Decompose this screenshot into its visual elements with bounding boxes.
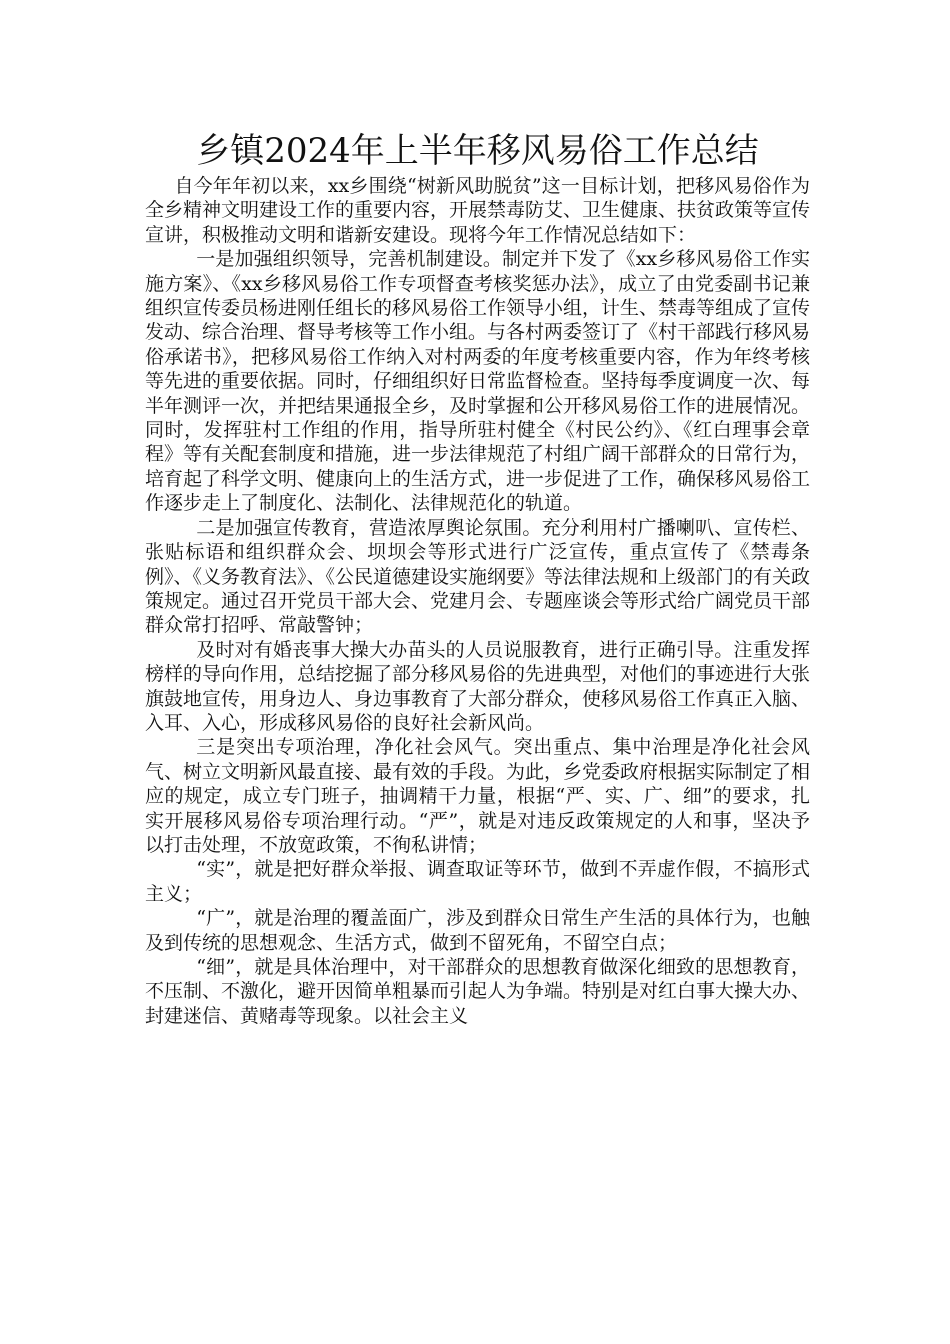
- paragraph-guang: “广”，就是治理的覆盖面广，涉及到群众日常生产生活的具体行为，也触及到传统的思想观念、生活方式，做到不留死角，不留空白点；: [145, 907, 810, 954]
- paragraph-special-governance: 三是突出专项治理，净化社会风气。突出重点、集中治理是净化社会风气、树立文明新风最直接、最有效的手段。为此，乡党委政府根据实际制定了相应的规定，成立专门班子，抽调精干力量，根据“严、实、广、细”的要求，扎实开展移风易俗专项治理行动。“严”，就是对违反政策规定的人和事，坚决予以打击处理，不放宽政策，不徇私讲情；: [145, 736, 811, 856]
- document-title: 乡镇2024年上半年移风易俗工作总结: [196, 131, 759, 171]
- paragraph-xi: “细”，就是具体治理中，对干部群众的思想教育做深化细致的思想教育，不压制、不激化，避开因简单粗暴而引起人为争端。特别是对红白事大操大办、封建迷信、黄赌毒等现象。以社会主义: [145, 956, 811, 1027]
- paragraph-publicity: 二是加强宣传教育，营造浓厚舆论氛围。充分利用村广播喇叭、宣传栏、张贴标语和组织群众会、坝坝会等形式进行广泛宣传，重点宣传了《禁毒条例》、《义务教育法》、《公民道德建设实施纲要》等法律法规和上级部门的有关政策规定。通过召开党员干部大会、党建月会、专题座谈会等形式给广阔党员干部群众常打招呼、常敲警钟；: [145, 516, 811, 637]
- paragraph-intro: 自今年年初以来，xx乡围绕“树新风助脱贫”这一目标计划，把移风易俗作为全乡精神文明建设工作的重要内容，开展禁毒防艾、卫生健康、扶贫政策等宣传宣讲，积极推动文明和谐新安建设。现将今年工作情况总结如下：: [145, 175, 811, 246]
- paragraph-organization: 一是加强组织领导，完善机制建设。制定并下发了《xx乡移风易俗工作实施方案》、《xx乡移风易俗工作专项督查考核奖惩办法》，成立了由党委副书记兼组织宣传委员杨进刚任组长的移风易俗工作领导小组，计生、禁毒等组成了宣传发动、综合治理、督导考核等工作小组。与各村两委签订了《村干部践行移风易俗承诺书》，把移风易俗工作纳入对村两委的年度考核重要内容，作为年终考核等先进的重要依据。同时，仔细组织好日常监督检查。坚持每季度调度一次、每半年测评一次，并把结果通报全乡，及时掌握和公开移风易俗工作的进展情况。同时，发挥驻村工作组的作用，指导所驻村健全《村民公约》、《红白理事会章程》等有关配套制度和措施，进一步法律规范了村组广阔干部群众的日常行为，培育起了科学文明、健康向上的生活方式，进一步促进了工作，确保移风易俗工作逐步走上了制度化、法制化、法律规范化的轨道。: [145, 248, 811, 515]
- document-body: [145, 174, 810, 1028]
- document-page: [145, 128, 810, 1028]
- paragraph-shi: “实”，就是把好群众举报、调查取证等环节，做到不弄虚作假，不搞形式主义；: [145, 858, 810, 905]
- paragraph-guidance: 及时对有婚丧事大操大办苗头的人员说服教育，进行正确引导。注重发挥榜样的导向作用，总结挖掘了部分移风易俗的先进典型，对他们的事迹进行大张旗鼓地宣传，用身边人、身边事教育了大部分群众，使移风易俗工作真正入脑、入耳、入心，形成移风易俗的良好社会新风尚。: [145, 638, 811, 734]
